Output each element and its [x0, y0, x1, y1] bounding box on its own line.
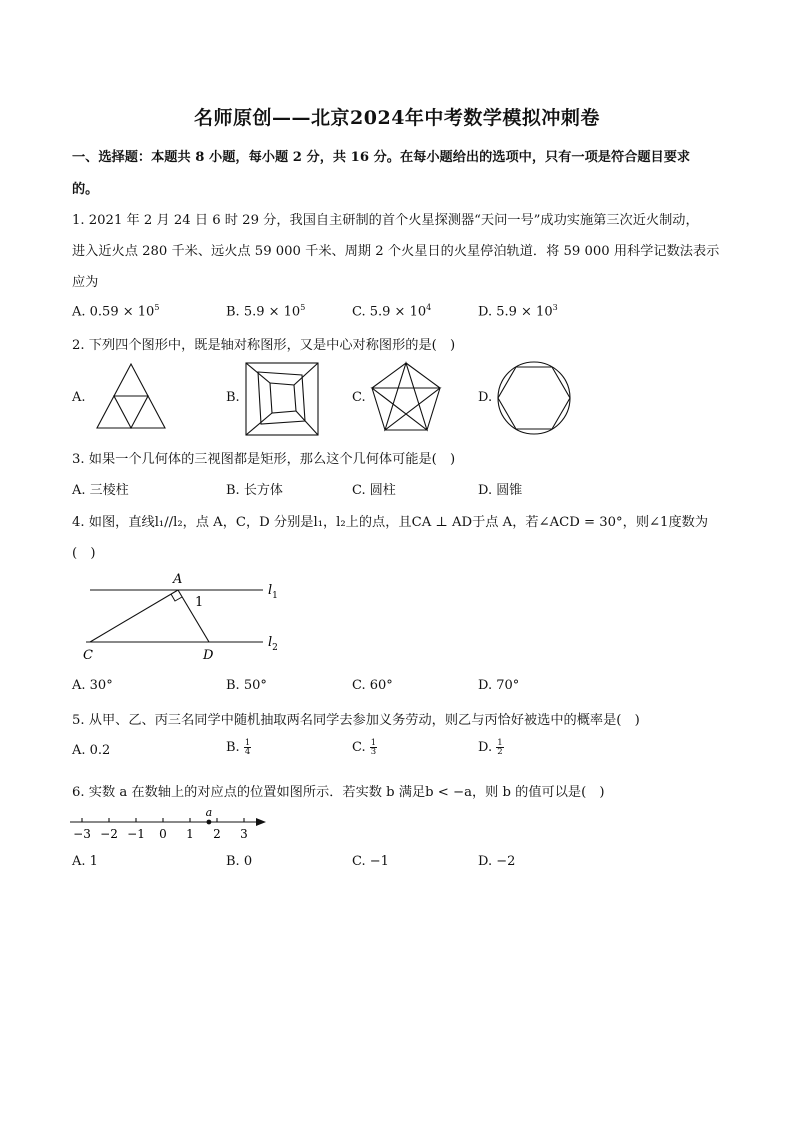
number-line-tick-label: 3: [240, 827, 248, 841]
number-line-tick-label: −1: [127, 827, 145, 841]
q6-option-b: B. 0: [226, 854, 253, 869]
q6-stem: 6. 实数 a 在数轴上的对应点的位置如图所示．若实数 b 满足b < −a，则 b 的值可以是( ): [72, 785, 605, 800]
q1-option-c: C. $5.9 \times 10^4$: [352, 303, 432, 320]
label-l2: $l_2$: [268, 635, 278, 653]
q5-option-a: A. 0.2: [72, 743, 111, 758]
q4-stem-line1: 4. 如图，直线l₁//l₂，点 A，C，D 分别是l₁，l₂上的点，且CA ⊥ AD于点 A，若∠ACD = 30°，则∠1度数为: [72, 515, 709, 530]
q3-option-b: B. 长方体: [226, 483, 283, 498]
q1-option-d: D. $5.9 \times 10^3$: [478, 303, 558, 320]
q6-option-c: C. −1: [352, 854, 389, 869]
number-line-figure: [68, 804, 270, 844]
label-l1: $l_1$: [268, 583, 278, 601]
q4-option-c: C. 60°: [352, 678, 393, 693]
angle-1-label: 1: [195, 595, 204, 610]
number-line-point-label: a: [205, 806, 213, 819]
number-line-tick-label: 1: [186, 827, 194, 841]
label-c: C: [83, 648, 93, 662]
q4-option-d: D. 70°: [478, 678, 520, 693]
pentagon-star-figure: [368, 360, 444, 436]
section-heading-cont: 的。: [72, 182, 99, 197]
q1-stem-line3: 应为: [72, 275, 99, 290]
q2-label-b: B.: [226, 390, 240, 405]
square-pinwheel-figure: [244, 361, 320, 437]
q3-option-c: C. 圆柱: [352, 483, 396, 498]
q6-option-d: D. −2: [478, 854, 516, 869]
q2-label-c: C.: [352, 390, 366, 405]
q1-stem-line2: 进入近火点 280 千米、远火点 59 000 千米、周期 2 个火星日的火星停泊轨道．将 59 000 用科学记数法表示: [72, 244, 720, 259]
number-line-tick-label: −3: [73, 827, 91, 841]
number-line-tick-label: −2: [100, 827, 118, 841]
q2-label-a: A.: [72, 390, 86, 405]
q3-option-a: A. 三棱柱: [72, 483, 129, 498]
q5-option-c: C. $\frac{1}{3}$: [352, 738, 377, 757]
q1-option-a: A. $0.59 \times 10^5$: [72, 303, 160, 320]
q1-option-b: B. $5.9 \times 10^5$: [226, 303, 306, 320]
q4-stem-line2: ( ): [72, 546, 96, 561]
page-title: 名师原创——北京2024年中考数学模拟冲刺卷: [194, 107, 600, 129]
q4-option-a: A. 30°: [72, 678, 113, 693]
q5-option-d: D. $\frac{1}{2}$: [478, 738, 503, 757]
q5-option-b: B. $\frac{1}{4}$: [226, 738, 251, 757]
q2-label-d: D.: [478, 390, 493, 405]
parallel-lines-figure: [78, 568, 288, 662]
label-d: D: [203, 648, 214, 662]
q4-option-b: B. 50°: [226, 678, 267, 693]
q5-stem: 5. 从甲、乙、丙三名同学中随机抽取两名同学去参加义务劳动，则乙与丙恰好被选中的概率是( ): [72, 713, 640, 728]
triangle-figure: [94, 361, 168, 433]
section-heading: 一、选择题：本题共 8 小题，每小题 2 分，共 16 分。在每小题给出的选项中，只有一项是符合题目要求: [72, 150, 691, 165]
number-line-tick-label: 2: [213, 827, 221, 841]
number-line-point-a: [207, 820, 212, 825]
q6-option-a: A. 1: [72, 854, 98, 869]
q1-stem-line1: 1. 2021 年 2 月 24 日 6 时 29 分，我国自主研制的首个火星探测器“天问一号”成功实施第三次近火制动，: [72, 213, 699, 228]
q3-option-d: D. 圆锥: [478, 483, 523, 498]
label-a: A: [173, 572, 183, 587]
number-line-tick-label: 0: [159, 827, 167, 841]
hexagon-in-circle-figure: [494, 361, 574, 435]
q2-stem: 2. 下列四个图形中，既是轴对称图形，又是中心对称图形的是( ): [72, 338, 456, 353]
q3-stem: 3. 如果一个几何体的三视图都是矩形，那么这个几何体可能是( ): [72, 452, 456, 467]
